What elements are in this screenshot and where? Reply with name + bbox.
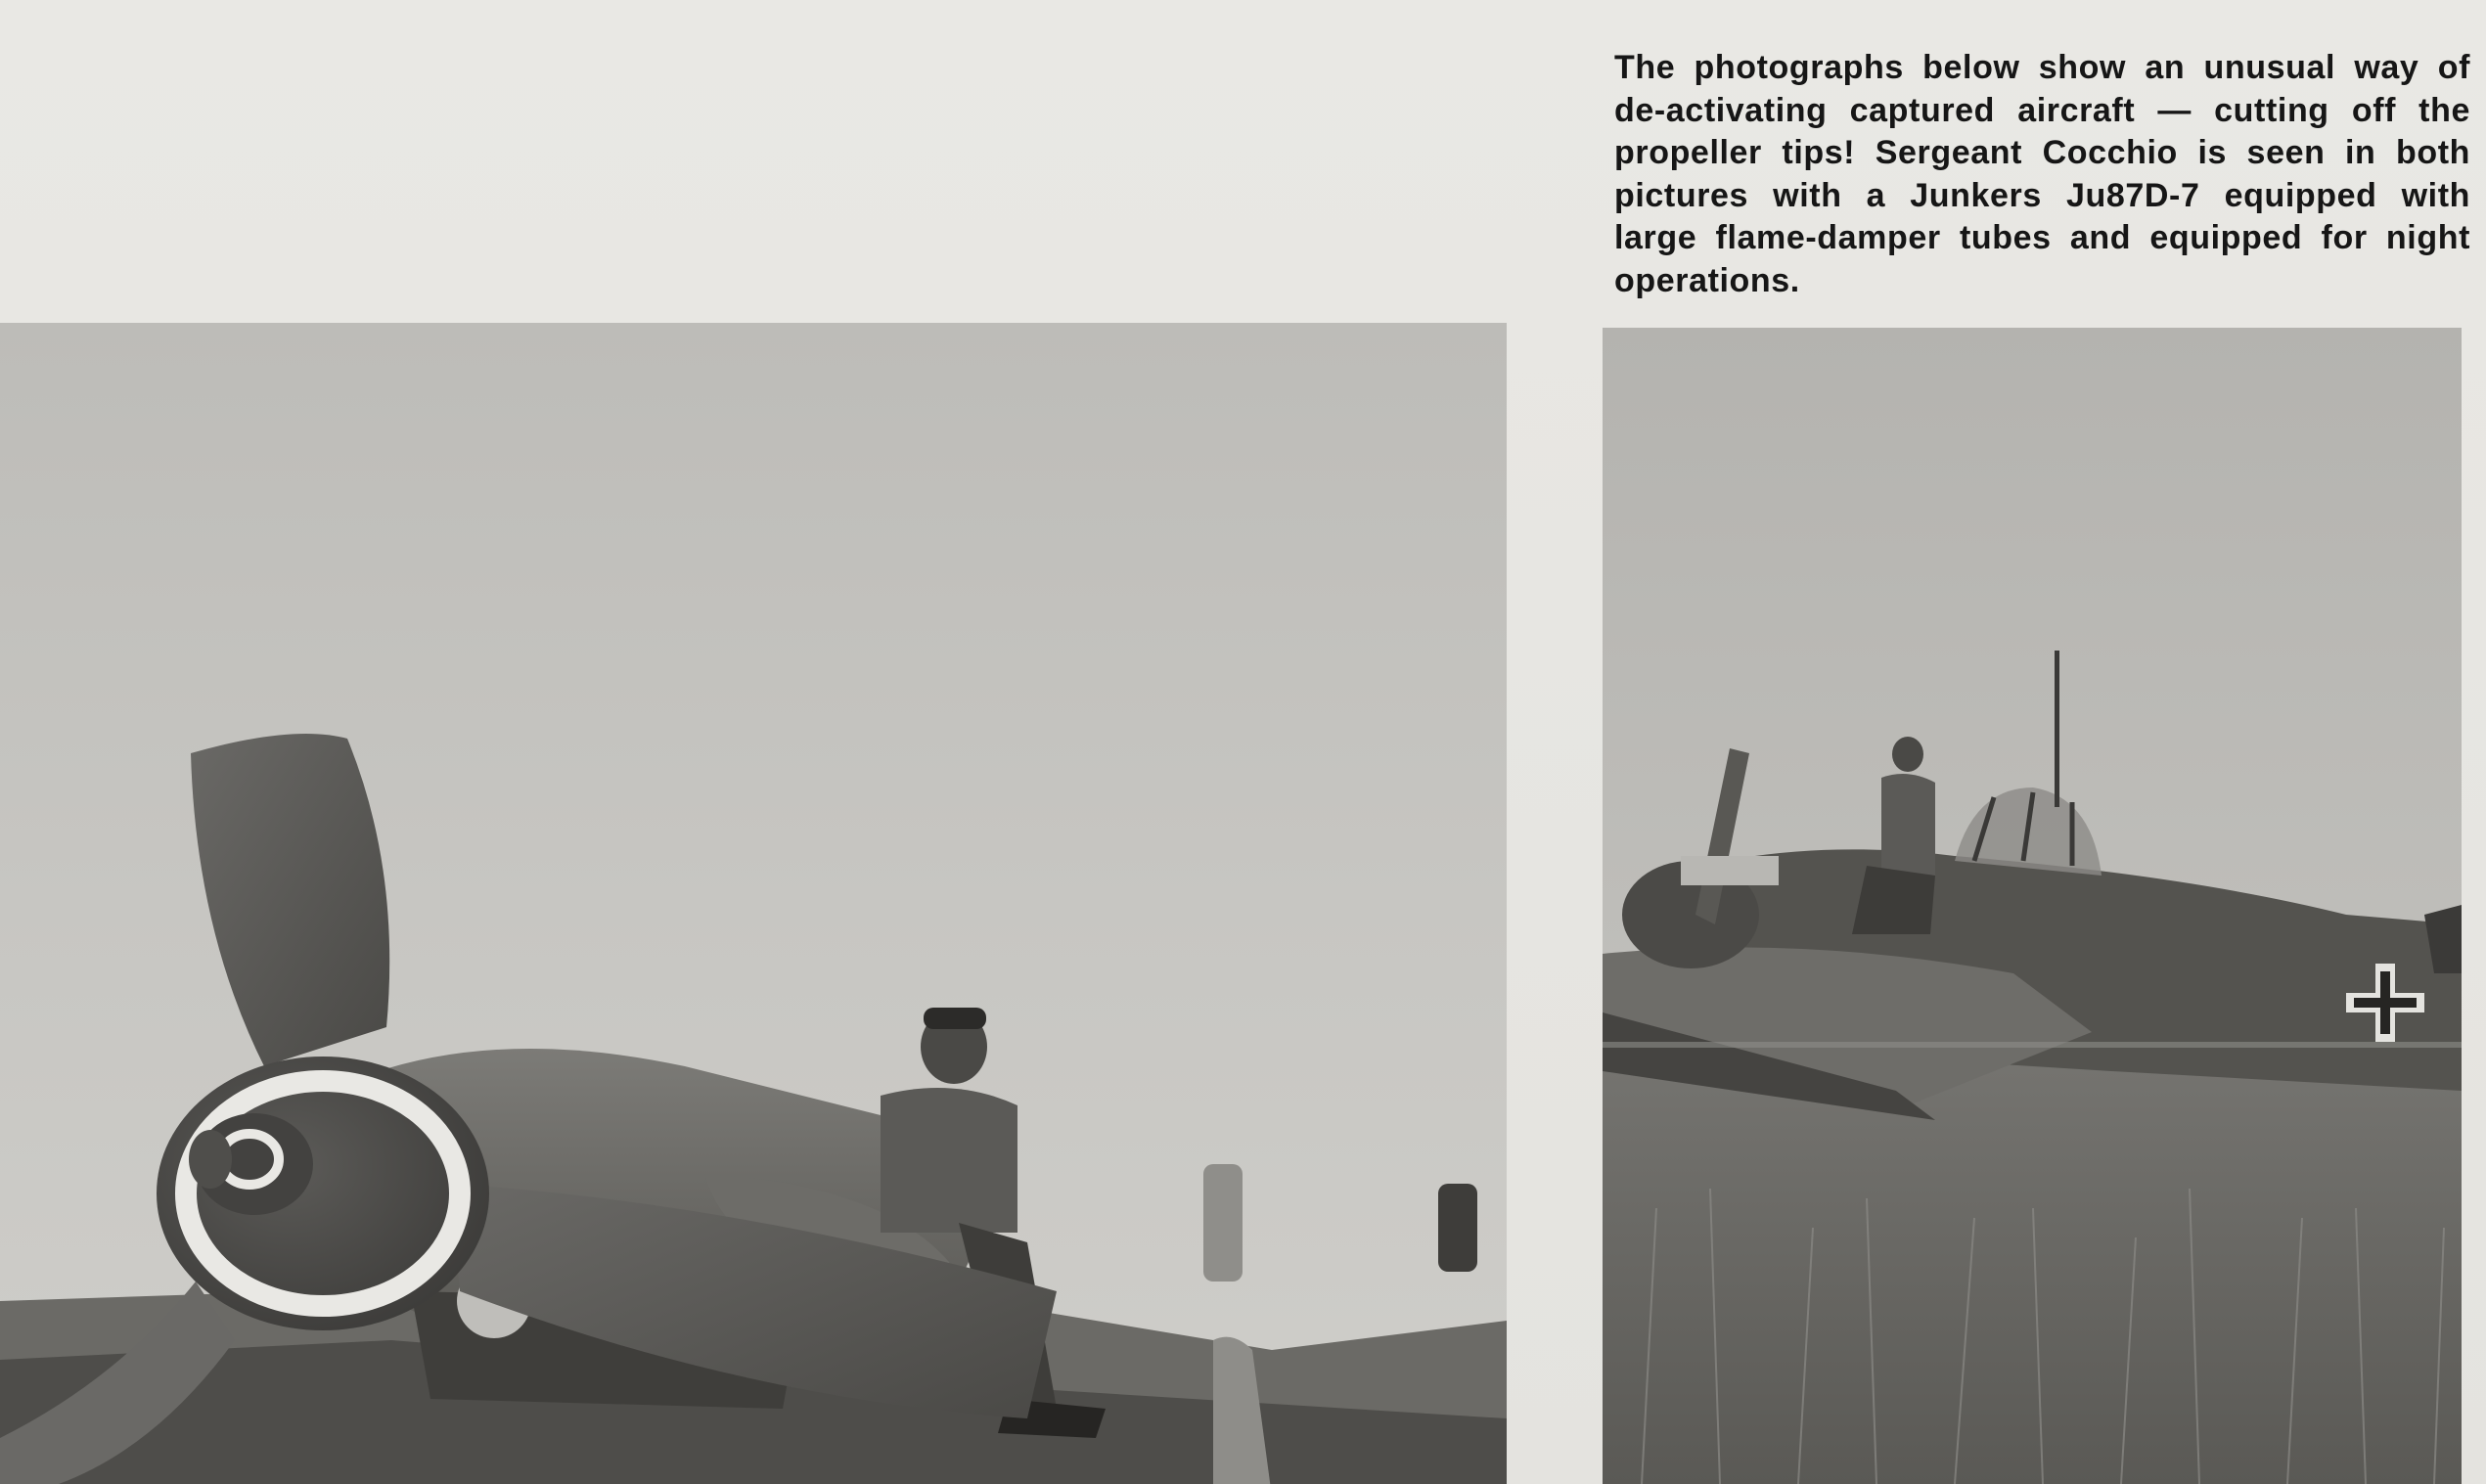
photo-caption: The photographs below show an unusual way of de-activating captured aircraft — cutting off the propeller tips! Sergeant Cocchio is seen in both pictures with a Junkers Ju87D-7 equipped with large flame-damper tubes and equipped for night operations.	[1614, 49, 2470, 299]
photo-ju87-closeup-image	[0, 323, 1507, 1484]
photo-ju87-in-grass	[1603, 328, 2462, 1484]
photo-ju87-closeup	[0, 323, 1507, 1484]
photo-ju87-in-grass-image	[1603, 328, 2462, 1484]
